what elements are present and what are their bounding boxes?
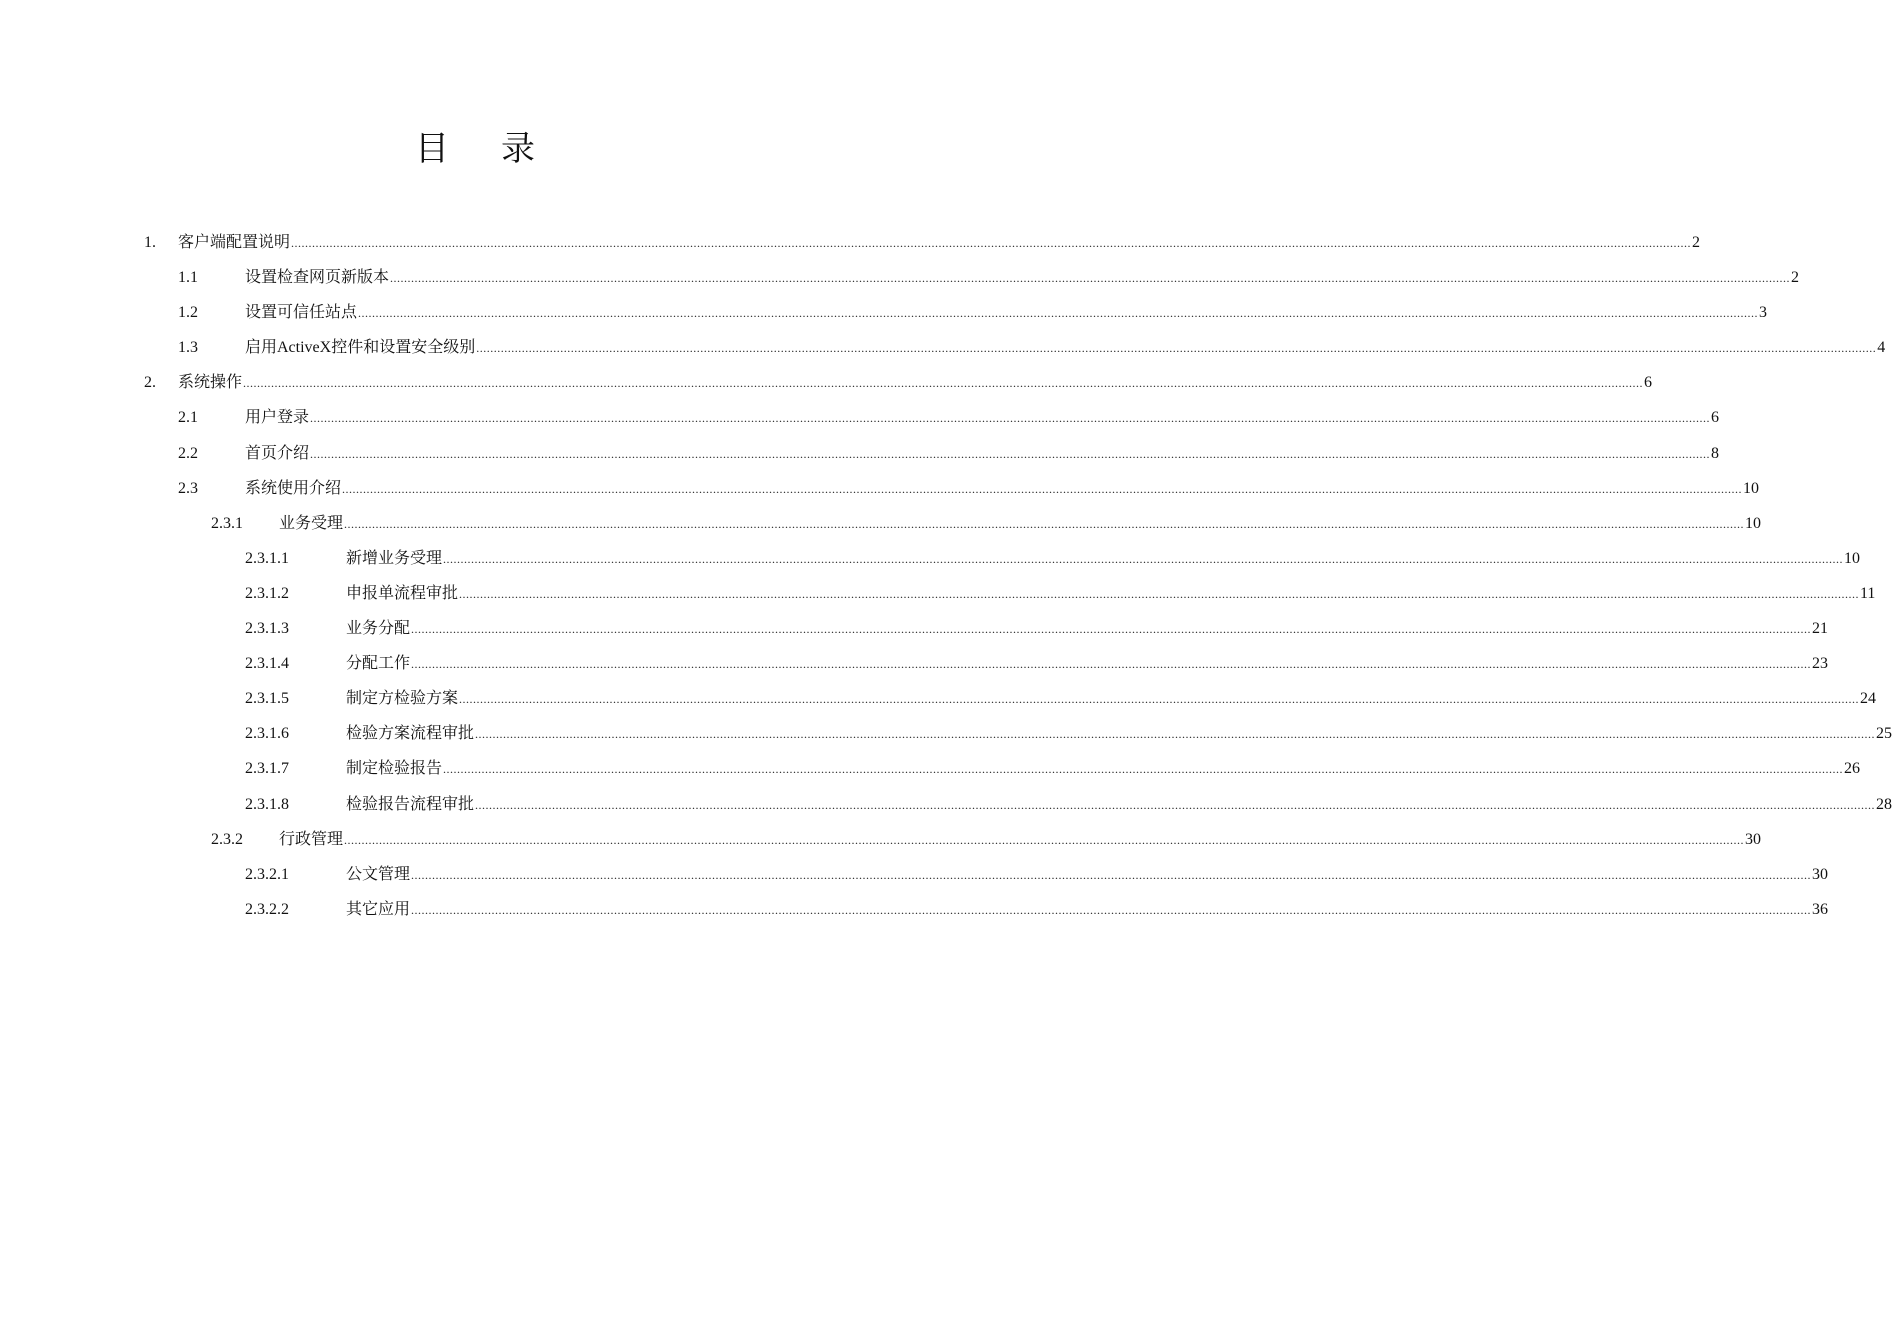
toc-entry-page-number: 23 [1812, 655, 1829, 673]
toc-entry-page-number: 28 [1876, 795, 1892, 813]
toc-entry[interactable] [0, 716, 1892, 751]
toc-entry-title[interactable]: 制定方检验方案 [346, 690, 459, 708]
toc-dot-leader: ................................................................................................................................................................................................................................................................................................................................................................................................................ [344, 832, 1745, 847]
toc-entry-title[interactable]: 分配工作 [346, 655, 411, 673]
toc-entry-line [245, 330, 1886, 366]
toc-dot-leader: ................................................................................................................................................................................................................................................................................................................................................................................................................ [291, 236, 1692, 250]
toc-entry-number: 1. [144, 234, 156, 251]
toc-dot-leader: ................................................................................................................................................................................................................................................................................................................................................................................................................ [411, 867, 1812, 882]
toc-dot-leader: ................................................................................................................................................................................................................................................................................................................................................................................................................ [443, 762, 1844, 777]
toc-entry-line [178, 225, 1701, 261]
toc-entry-page-number: 4 [1877, 339, 1886, 357]
toc-entry-title[interactable]: 设置检查网页新版本 [245, 269, 390, 287]
toc-entry-number: 2.3.1.8 [245, 795, 289, 813]
toc-entry[interactable] [0, 892, 1829, 927]
toc-dot-leader: ................................................................................................................................................................................................................................................................................................................................................................................................................ [358, 306, 1759, 321]
toc-entry-line [245, 436, 1720, 472]
toc-entry-title[interactable]: 新增业务受理 [346, 549, 443, 567]
toc-entry-page-number: 3 [1759, 304, 1768, 322]
toc-entry-line [346, 716, 1892, 752]
toc-entry[interactable] [0, 436, 1720, 471]
toc-entry[interactable] [0, 330, 1886, 365]
toc-entry-page-number: 24 [1860, 690, 1877, 708]
toc-entry-line [245, 471, 1760, 507]
toc-entry-page-number: 21 [1812, 620, 1829, 638]
toc-entry-title[interactable]: 系统操作 [178, 374, 243, 392]
toc-entry-number: 1.2 [178, 304, 198, 322]
toc-dot-leader: ................................................................................................................................................................................................................................................................................................................................................................................................................ [342, 481, 1743, 496]
toc-entry-line [346, 576, 1876, 612]
toc-entry-title[interactable]: 公文管理 [346, 865, 411, 883]
toc-entry-line [346, 751, 1861, 787]
toc-entry-number: 2.2 [178, 444, 198, 462]
toc-entry[interactable] [0, 611, 1829, 646]
toc-entry-number: 2.3.1.1 [245, 549, 289, 567]
toc-dot-leader: ................................................................................................................................................................................................................................................................................................................................................................................................................ [443, 551, 1844, 566]
toc-entry-title[interactable]: 申报单流程审批 [346, 584, 459, 602]
toc-dot-leader: ................................................................................................................................................................................................................................................................................................................................................................................................................ [411, 622, 1812, 637]
toc-entry[interactable] [0, 400, 1720, 435]
toc-entry[interactable] [0, 857, 1829, 892]
toc-dot-leader: ................................................................................................................................................................................................................................................................................................................................................................................................................ [310, 446, 1711, 461]
toc-entry-title[interactable]: 检验方案流程审批 [346, 725, 475, 743]
toc-entry[interactable] [0, 295, 1768, 330]
toc-entry[interactable] [0, 260, 1800, 295]
toc-entry-number: 2.3.1.4 [245, 655, 289, 673]
toc-entry-number: 2.3.1.2 [245, 584, 289, 602]
toc-entry[interactable] [0, 225, 1701, 260]
toc-entry-page-number: 11 [1860, 584, 1876, 602]
toc-entry-page-number: 30 [1812, 865, 1829, 883]
toc-entry-number: 2.3.2 [211, 830, 243, 848]
toc-entry-number: 2. [144, 374, 156, 392]
toc-entry[interactable] [0, 646, 1829, 681]
toc-entry-title[interactable]: 行政管理 [279, 830, 344, 848]
toc-entry-number: 1.3 [178, 339, 198, 357]
toc-entry-title[interactable]: 启用ActiveX控件和设置安全级别 [245, 339, 476, 357]
toc-entry-line [346, 681, 1877, 717]
toc-entry-number: 2.3.1 [211, 514, 243, 532]
toc-dot-leader: ................................................................................................................................................................................................................................................................................................................................................................................................................ [344, 516, 1745, 531]
toc-entry-number: 2.3.1.6 [245, 725, 289, 743]
toc-entry-line [279, 822, 1762, 858]
toc-entry-line [245, 295, 1768, 331]
toc-entry-line [346, 541, 1861, 577]
toc-entry-number: 2.3.1.3 [245, 620, 289, 638]
toc-entry-page-number: 10 [1844, 549, 1861, 567]
toc-entry-title[interactable]: 设置可信任站点 [245, 304, 358, 322]
toc-entry-line [346, 892, 1829, 928]
toc-dot-leader: ................................................................................................................................................................................................................................................................................................................................................................................................................ [411, 657, 1812, 672]
toc-entry-page-number: 6 [1711, 409, 1720, 427]
toc-entry-title[interactable]: 业务分配 [346, 620, 411, 638]
toc-entry-line [346, 611, 1829, 647]
toc-entry-page-number: 26 [1844, 760, 1861, 778]
toc-entry-number: 2.3 [178, 479, 198, 497]
toc-dot-leader: ................................................................................................................................................................................................................................................................................................................................................................................................................ [459, 692, 1860, 707]
toc-entry-number: 2.3.1.5 [245, 690, 289, 708]
toc-entry-title[interactable]: 检验报告流程审批 [346, 795, 475, 813]
toc-entry-page-number: 30 [1745, 830, 1762, 848]
toc-dot-leader: ................................................................................................................................................................................................................................................................................................................................................................................................................ [475, 797, 1876, 812]
toc-entry[interactable] [0, 576, 1876, 611]
toc-dot-leader: ................................................................................................................................................................................................................................................................................................................................................................................................................ [475, 727, 1876, 742]
toc-entry-title[interactable]: 系统使用介绍 [245, 479, 342, 497]
toc-dot-leader: ................................................................................................................................................................................................................................................................................................................................................................................................................ [411, 902, 1812, 917]
toc-entry[interactable] [0, 365, 1653, 400]
toc-entry-number: 2.1 [178, 409, 198, 427]
toc-entry[interactable] [0, 506, 1762, 541]
toc-entry[interactable] [0, 751, 1861, 786]
toc-entry-line [279, 506, 1762, 542]
toc-entry-number: 1.1 [178, 269, 198, 287]
toc-entry-title[interactable]: 其它应用 [346, 900, 411, 918]
toc-entry[interactable] [0, 681, 1877, 716]
toc-entry-line [346, 646, 1829, 682]
toc-dot-leader: ................................................................................................................................................................................................................................................................................................................................................................................................................ [459, 586, 1860, 601]
toc-entry-title[interactable]: 制定检验报告 [346, 760, 443, 778]
toc-entry-page-number: 2 [1692, 234, 1701, 251]
toc-entry-title[interactable]: 用户登录 [245, 409, 310, 427]
toc-entry[interactable] [0, 471, 1760, 506]
table-of-contents [0, 225, 1892, 927]
toc-entry-line [178, 365, 1653, 401]
toc-entry-number: 2.3.2.1 [245, 865, 289, 883]
toc-entry[interactable] [0, 541, 1861, 576]
toc-entry-page-number: 25 [1876, 725, 1892, 743]
toc-entry-line [245, 260, 1800, 296]
toc-dot-leader: ................................................................................................................................................................................................................................................................................................................................................................................................................ [390, 271, 1791, 286]
toc-entry-title[interactable]: 客户端配置说明 [178, 234, 291, 251]
toc-entry-title[interactable]: 业务受理 [279, 514, 344, 532]
toc-entry-title[interactable]: 首页介绍 [245, 444, 310, 462]
toc-entry-number: 2.3.1.7 [245, 760, 289, 778]
toc-entry-page-number: 10 [1743, 479, 1760, 497]
toc-entry-page-number: 8 [1711, 444, 1720, 462]
toc-entry-page-number: 10 [1745, 514, 1762, 532]
toc-entry-number: 2.3.2.2 [245, 900, 289, 918]
toc-entry-line [245, 400, 1720, 436]
toc-entry-page-number: 36 [1812, 900, 1829, 918]
toc-dot-leader: ................................................................................................................................................................................................................................................................................................................................................................................................................ [243, 376, 1644, 391]
toc-entry-line [346, 787, 1892, 823]
toc-entry[interactable] [0, 822, 1762, 857]
toc-dot-leader: ................................................................................................................................................................................................................................................................................................................................................................................................................ [310, 411, 1711, 426]
toc-entry-page-number: 6 [1644, 374, 1653, 392]
toc-dot-leader: ................................................................................................................................................................................................................................................................................................................................................................................................................ [476, 341, 1877, 356]
toc-entry-line [346, 857, 1829, 893]
toc-entry[interactable] [0, 787, 1892, 822]
page-title: 目录 [415, 131, 587, 168]
toc-entry-page-number: 2 [1791, 269, 1800, 287]
